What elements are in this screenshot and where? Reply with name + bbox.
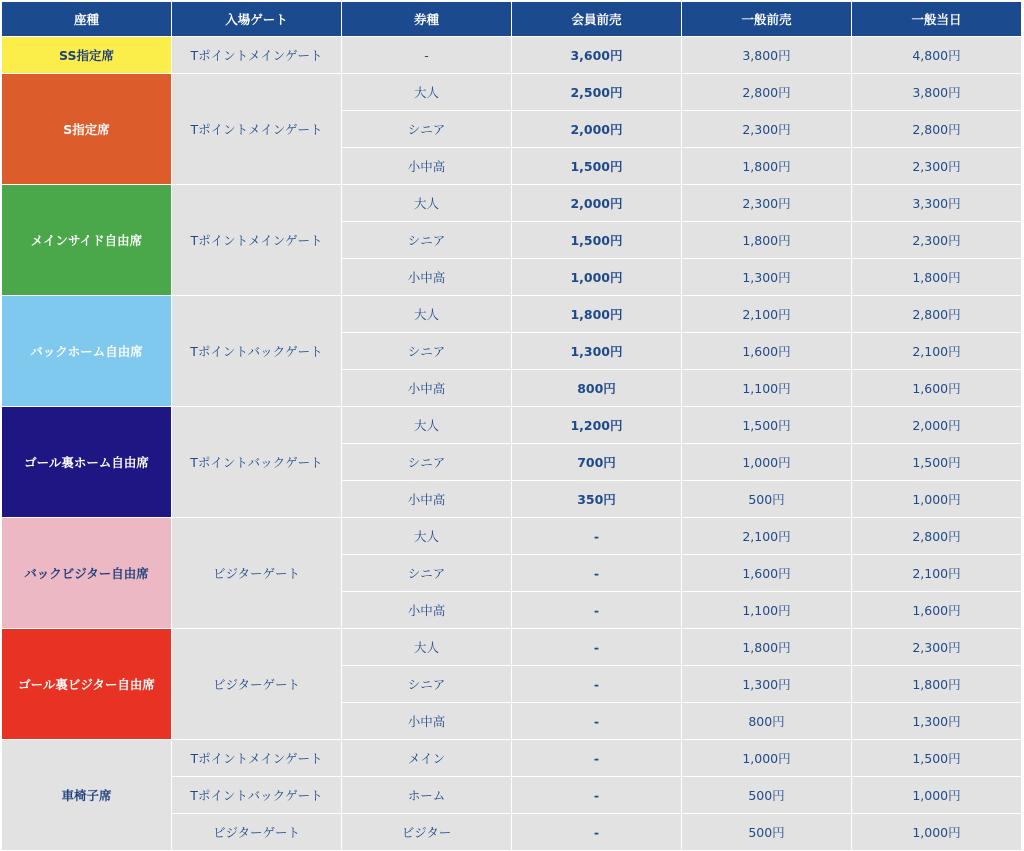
gate-cell: Tポイントメインゲート <box>172 185 342 296</box>
header-ticket-type: 券種 <box>342 2 512 37</box>
table-row <box>2 296 1021 333</box>
day-price-cell: 1,600円 <box>852 592 1021 629</box>
day-price-cell: 2,800円 <box>852 111 1021 148</box>
day-price-cell: 3,300円 <box>852 185 1021 222</box>
seat-category-cell: ゴール裏ビジター自由席 <box>2 629 172 740</box>
member-price-cell: - <box>512 740 682 777</box>
member-price-cell: - <box>512 555 682 592</box>
day-price-cell: 1,000円 <box>852 481 1021 518</box>
member-price-cell: 350円 <box>512 481 682 518</box>
member-price-cell: - <box>512 814 682 851</box>
gate-cell: Tポイントバックゲート <box>172 777 342 814</box>
table-row <box>2 629 1021 666</box>
advance-price-cell: 1,100円 <box>682 370 852 407</box>
gate-cell: Tポイントバックゲート <box>172 407 342 518</box>
gate-cell: ビジターゲート <box>172 518 342 629</box>
day-price-cell: 1,000円 <box>852 777 1021 814</box>
gate-cell: Tポイントメインゲート <box>172 74 342 185</box>
ticket-type-cell: 大人 <box>342 296 512 333</box>
member-price-cell: 1,200円 <box>512 407 682 444</box>
ticket-type-cell: 小中高 <box>342 481 512 518</box>
advance-price-cell: 1,800円 <box>682 148 852 185</box>
day-price-cell: 2,800円 <box>852 518 1021 555</box>
gate-cell: Tポイントメインゲート <box>172 37 342 74</box>
header-seat: 座種 <box>2 2 172 37</box>
advance-price-cell: 1,300円 <box>682 666 852 703</box>
ticket-type-cell: - <box>342 37 512 74</box>
gate-cell: Tポイントバックゲート <box>172 296 342 407</box>
seat-category-cell: S指定席 <box>2 74 172 185</box>
advance-price-cell: 2,100円 <box>682 518 852 555</box>
ticket-type-cell: 大人 <box>342 518 512 555</box>
seat-category-cell: バックビジター自由席 <box>2 518 172 629</box>
day-price-cell: 2,000円 <box>852 407 1021 444</box>
member-price-cell: 1,300円 <box>512 333 682 370</box>
advance-price-cell: 1,800円 <box>682 629 852 666</box>
seat-category-cell: バックホーム自由席 <box>2 296 172 407</box>
table-row <box>2 740 1021 777</box>
ticket-type-cell: 小中高 <box>342 259 512 296</box>
member-price-cell: - <box>512 629 682 666</box>
header-general-advance: 一般前売 <box>682 2 852 37</box>
table-row <box>2 74 1021 111</box>
advance-price-cell: 800円 <box>682 703 852 740</box>
day-price-cell: 1,300円 <box>852 703 1021 740</box>
day-price-cell: 2,300円 <box>852 148 1021 185</box>
gate-cell: ビジターゲート <box>172 629 342 740</box>
advance-price-cell: 2,300円 <box>682 111 852 148</box>
table-header <box>2 2 1021 37</box>
advance-price-cell: 1,500円 <box>682 407 852 444</box>
table-body <box>2 37 1021 851</box>
member-price-cell: 1,000円 <box>512 259 682 296</box>
seat-category-cell: SS指定席 <box>2 37 172 74</box>
advance-price-cell: 1,000円 <box>682 444 852 481</box>
advance-price-cell: 2,300円 <box>682 185 852 222</box>
seat-category-cell: ゴール裏ホーム自由席 <box>2 407 172 518</box>
ticket-type-cell: ホーム <box>342 777 512 814</box>
advance-price-cell: 500円 <box>682 814 852 851</box>
day-price-cell: 1,500円 <box>852 444 1021 481</box>
advance-price-cell: 1,800円 <box>682 222 852 259</box>
ticket-type-cell: シニア <box>342 555 512 592</box>
advance-price-cell: 1,000円 <box>682 740 852 777</box>
ticket-type-cell: 大人 <box>342 74 512 111</box>
ticket-price-table <box>2 2 1021 851</box>
member-price-cell: 2,000円 <box>512 185 682 222</box>
table-row <box>2 185 1021 222</box>
ticket-type-cell: シニア <box>342 444 512 481</box>
seat-category-cell: 車椅子席 <box>2 740 172 851</box>
table-row <box>2 37 1021 74</box>
ticket-type-cell: シニア <box>342 333 512 370</box>
day-price-cell: 2,100円 <box>852 555 1021 592</box>
day-price-cell: 1,600円 <box>852 370 1021 407</box>
member-price-cell: - <box>512 518 682 555</box>
member-price-cell: 2,500円 <box>512 74 682 111</box>
advance-price-cell: 1,600円 <box>682 555 852 592</box>
member-price-cell: 700円 <box>512 444 682 481</box>
ticket-type-cell: 小中高 <box>342 148 512 185</box>
ticket-type-cell: シニア <box>342 666 512 703</box>
member-price-cell: 800円 <box>512 370 682 407</box>
gate-cell: ビジターゲート <box>172 814 342 851</box>
ticket-type-cell: シニア <box>342 222 512 259</box>
ticket-type-cell: 小中高 <box>342 703 512 740</box>
header-member-advance: 会員前売 <box>512 2 682 37</box>
day-price-cell: 2,300円 <box>852 222 1021 259</box>
day-price-cell: 1,500円 <box>852 740 1021 777</box>
header-general-day: 一般当日 <box>852 2 1021 37</box>
header-gate: 入場ゲート <box>172 2 342 37</box>
advance-price-cell: 2,100円 <box>682 296 852 333</box>
ticket-type-cell: シニア <box>342 111 512 148</box>
member-price-cell: - <box>512 666 682 703</box>
ticket-type-cell: ビジター <box>342 814 512 851</box>
advance-price-cell: 500円 <box>682 777 852 814</box>
day-price-cell: 1,800円 <box>852 666 1021 703</box>
advance-price-cell: 1,100円 <box>682 592 852 629</box>
table-row <box>2 518 1021 555</box>
advance-price-cell: 2,800円 <box>682 74 852 111</box>
seat-category-cell: メインサイド自由席 <box>2 185 172 296</box>
day-price-cell: 1,000円 <box>852 814 1021 851</box>
day-price-cell: 2,800円 <box>852 296 1021 333</box>
member-price-cell: - <box>512 592 682 629</box>
ticket-type-cell: 大人 <box>342 407 512 444</box>
day-price-cell: 3,800円 <box>852 74 1021 111</box>
member-price-cell: 1,500円 <box>512 222 682 259</box>
member-price-cell: 2,000円 <box>512 111 682 148</box>
member-price-cell: 3,600円 <box>512 37 682 74</box>
ticket-type-cell: 小中高 <box>342 370 512 407</box>
gate-cell: Tポイントメインゲート <box>172 740 342 777</box>
member-price-cell: 1,800円 <box>512 296 682 333</box>
table-row <box>2 407 1021 444</box>
ticket-type-cell: 大人 <box>342 629 512 666</box>
ticket-type-cell: 大人 <box>342 185 512 222</box>
member-price-cell: - <box>512 777 682 814</box>
ticket-type-cell: メイン <box>342 740 512 777</box>
advance-price-cell: 500円 <box>682 481 852 518</box>
member-price-cell: 1,500円 <box>512 148 682 185</box>
member-price-cell: - <box>512 703 682 740</box>
ticket-type-cell: 小中高 <box>342 592 512 629</box>
day-price-cell: 2,300円 <box>852 629 1021 666</box>
advance-price-cell: 1,300円 <box>682 259 852 296</box>
header-row <box>2 2 1021 37</box>
advance-price-cell: 1,600円 <box>682 333 852 370</box>
day-price-cell: 1,800円 <box>852 259 1021 296</box>
day-price-cell: 4,800円 <box>852 37 1021 74</box>
advance-price-cell: 3,800円 <box>682 37 852 74</box>
day-price-cell: 2,100円 <box>852 333 1021 370</box>
